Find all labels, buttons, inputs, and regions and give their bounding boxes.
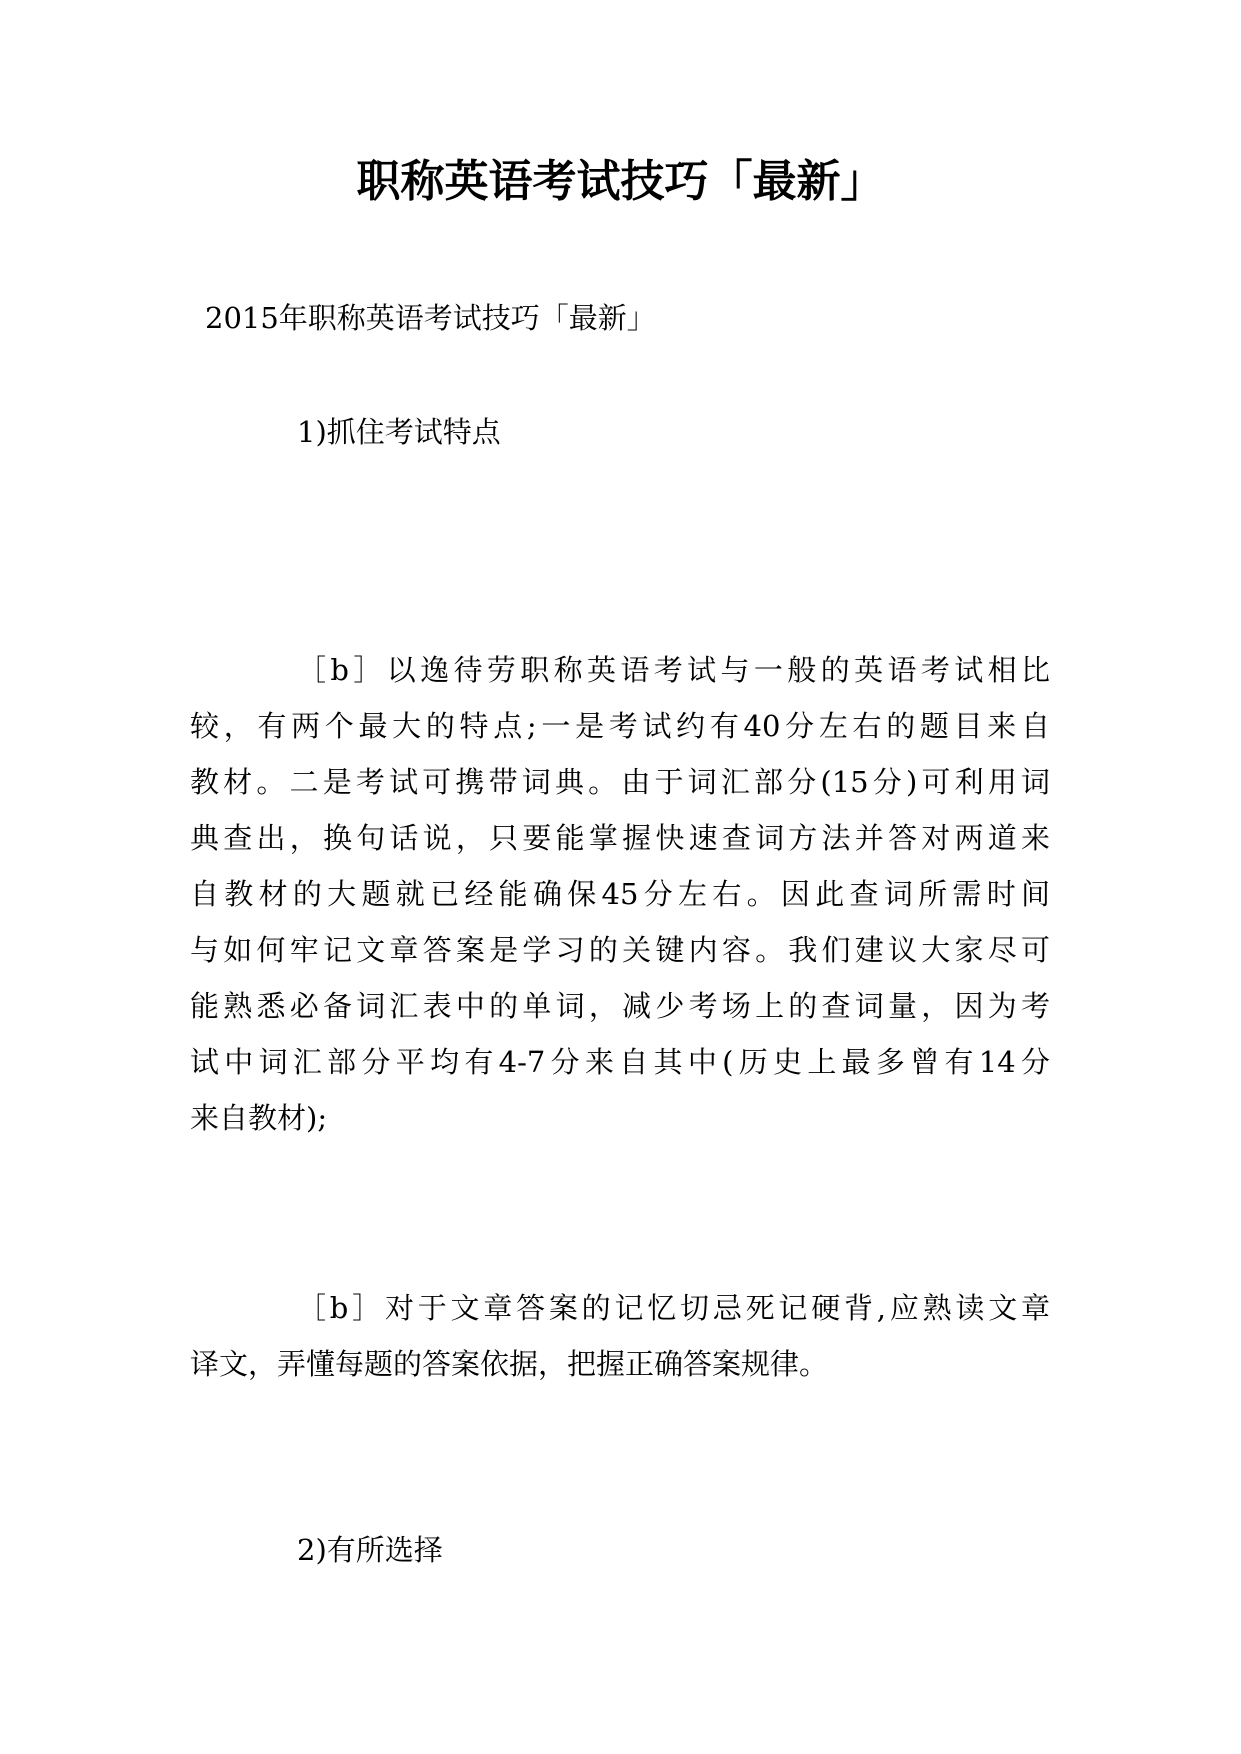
section-heading-2: 2)有所选择 bbox=[297, 1533, 443, 1567]
paragraph-line: 试中词汇部分平均有4-7分来自其中(历史上最多曾有14分 bbox=[190, 1045, 1050, 1079]
document-subtitle: 2015年职称英语考试技巧「最新」 bbox=[205, 301, 656, 335]
paragraph-line: 较，有两个最大的特点;一是考试约有40分左右的题目来自 bbox=[190, 709, 1050, 743]
paragraph-line: 典查出，换句话说，只要能掌握快速查词方法并答对两道来 bbox=[190, 821, 1050, 855]
section-heading-1: 1)抓住考试特点 bbox=[297, 415, 501, 449]
paragraph-line: ［b］对于文章答案的记忆切忌死记硬背,应熟读文章 bbox=[297, 1291, 1050, 1325]
paragraph-line: 能熟悉必备词汇表中的单词，减少考场上的查词量，因为考 bbox=[190, 989, 1050, 1023]
document-title: 职称英语考试技巧「最新」 bbox=[356, 156, 885, 207]
paragraph-line: 与如何牢记文章答案是学习的关键内容。我们建议大家尽可 bbox=[190, 933, 1050, 967]
paragraph-2 bbox=[190, 1280, 1050, 1392]
paragraph-line: 译文，弄懂每题的答案依据，把握正确答案规律。 bbox=[190, 1347, 829, 1381]
paragraph-line: ［b］以逸待劳职称英语考试与一般的英语考试相比 bbox=[297, 653, 1050, 687]
paragraph-line: 自教材的大题就已经能确保45分左右。因此查词所需时间 bbox=[190, 877, 1050, 911]
paragraph-line: 来自教材); bbox=[190, 1101, 328, 1135]
paragraph-line: 教材。二是考试可携带词典。由于词汇部分(15分)可利用词 bbox=[190, 765, 1050, 799]
paragraph-1 bbox=[190, 642, 1050, 1146]
